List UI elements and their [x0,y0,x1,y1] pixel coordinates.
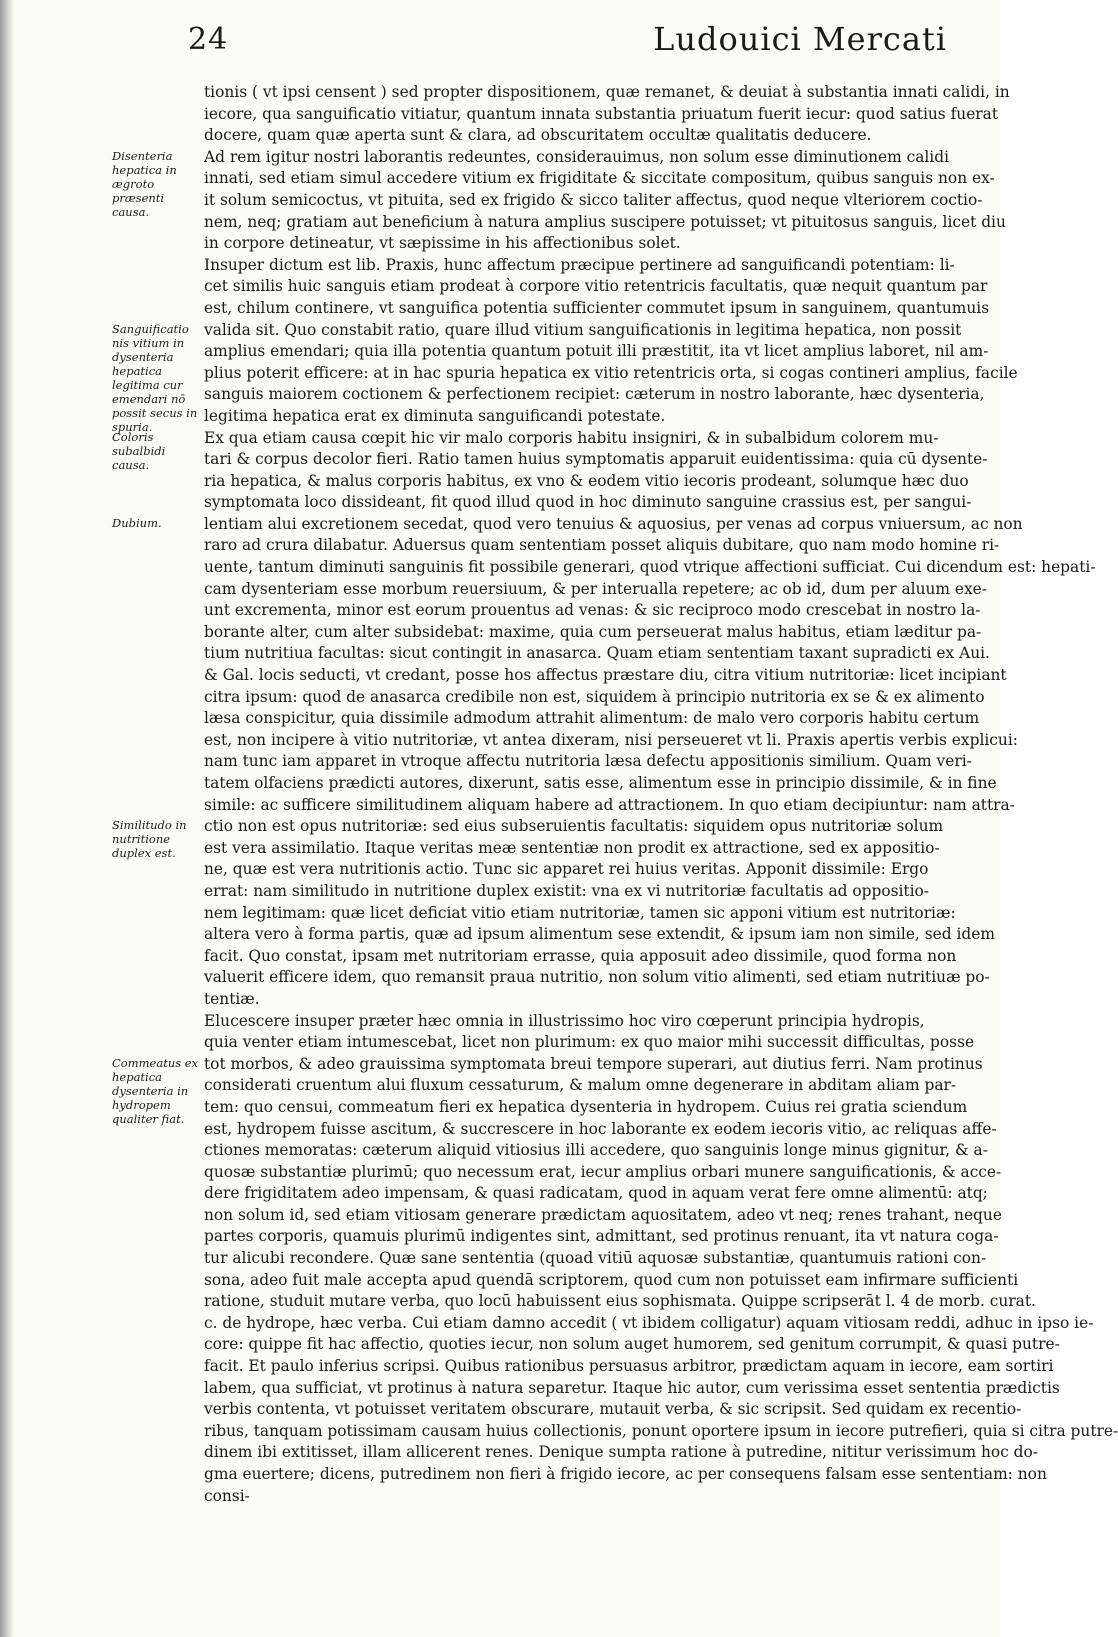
margin-note: Commeatus ex hepatica dysenteria in hydropem qualiter fiat. [112,1056,199,1126]
text-line: cet similis huic sanguis etiam prodeat à corpore vitio retentricis facultatis, quæ nequit quantum par [204,277,988,296]
text-line: ne, quæ est vera nutritionis actio. Tunc sic apparet rei huius veritas. Apponit dissimile: Ergo [204,860,929,879]
text-line: est, chilum continere, vt sanguifica potentia sufficienter commutet ipsum in sanguinem, quantumuis [204,298,990,317]
body-text [204,82,1118,1507]
text-line: citra ipsum: quod de anasarca credibile non est, siquidem à principio nutritoria ex se & ex alimento [204,687,985,706]
text-line: quia venter etiam intumescebat, licet non plurimum: ex quo maior mihi successit difficultas, posse [204,1033,975,1052]
margin-note: Similitudo in nutritione duplex est. [112,818,187,861]
text-line: non solum id, sed etiam vitiosam generare prædictam aquositatem, adeo vt neq; renes trahant, neque [204,1205,1002,1224]
running-head: Ludouici Mercati [653,20,947,58]
text-line: lentiam alui excretionem secedat, quod vero tenuius & aquosius, per venas ad corpus vniuersum, ac non [204,514,1023,533]
text-line: c. de hydrope, hæc verba. Cui etiam damno accedit ( vt ibidem colligatur) aquam vitiosam reddi, adhuc in ipso ie- [204,1313,1094,1332]
text-line: borante alter, cum alter subsidebat: maxime, quia cum perseuerat malus habitus, etiam læditur pa- [204,622,982,641]
page-header [180,18,955,70]
text-line: læsa conspicitur, quia dissimile admodum attrahit alimentum: de malo vero corporis habitu certum [204,709,980,728]
text-line: raro ad crura dilabatur. Aduersus quam sententiam posset aliquis dubitare, quo nam modo homine ri- [204,536,1000,555]
text-line: amplius emendari; quia illa potentia quantum potuit illi præstitit, ita vt licet amplius laboret, nil am- [204,342,989,361]
text-line: tot morbos, & adeo grauissima symptomata breui tempore superari, aut diutius ferri. Nam protinus [204,1054,983,1073]
text-line: in corpore detineatur, vt sæpissime in his affectionibus solet. [204,234,681,253]
text-line: uente, tantum diminuti sanguinis fit possibile generari, quod vtrique affectioni sufficiat. Cui dicendum est: hepati- [204,558,1096,577]
text-line: ratione, studuit mutare verba, quo locū habuissent eius sophismata. Quippe scripserāt l. 4 de morb. curat. [204,1292,1036,1311]
text-line: Ex qua etiam causa cœpit hic vir malo corporis habitu insigniri, & in subalbidum colorem mu- [204,428,939,447]
text-line: tari & corpus decolor fieri. Ratio tamen huius symptomatis apparuit euidentissima: quia cū dysente- [204,450,988,469]
text-line: it solum semicoctus, vt pituita, sed ex frigido & sicco taliter affectus, quod neque vlteriorem coctio- [204,190,983,209]
text-line: dere frigiditatem adeo impensam, & quasi radicatam, quod in aquam verat fere omne alimentū: atq; [204,1184,988,1203]
text-line: unt excrementa, minor est eorum prouentus ad venas: & sic reciproco modo crescebat in nostro la- [204,601,981,620]
text-line: errat: nam similitudo in nutritione duplex existit: vna ex vi nutritoriæ facultatis ad oppositio- [204,881,929,900]
text-line: labem, qua sufficiat, vt protinus à natura separetur. Itaque hic autor, cum verissima esset sententia prædictis [204,1378,1060,1397]
text-line: verbis contenta, vt potuisset veritatem obscurare, mutauit verba, & sic scripsit. Sed quidam ex recentio- [204,1400,1022,1419]
text-line: ria hepatica, & malus corporis habitus, ex vno & eodem vitio iecoris prodeant, solumque hæc duo [204,471,969,490]
text-line: quosæ substantiæ plurimū; quo necessum erat, iecur amplius orbari munere sanguificationis, & acce- [204,1162,1002,1181]
page-number: 24 [188,22,229,57]
text-line: cam dysenteriam esse morbum reuersiuum, & per interualla repetere; ac ob id, dum per aluum exe- [204,579,987,598]
text-line: symptomata loco dissideant, fit quod illud quod in hoc diminuto sanguine crassius est, per sangui- [204,493,972,512]
margin-note: Disenteria hepatica in ægroto præsenti causa. [112,148,177,219]
text-line: consi- [204,1486,250,1505]
text-line: dinem ibi extitisset, illam allicerent renes. Denique sumpta ratione à putredine, nititur verissimum hoc do- [204,1443,1038,1462]
text-line: ctio non est opus nutritoriæ: sed eius subseruientis facultatis: siquidem opus nutritoriæ solum [204,817,944,836]
text-line: & Gal. locis seducti, vt credant, posse hos affectus præstare diu, citra vitium nutritoriæ: licet incipiant [204,666,1007,685]
binding-shadow [0,0,14,1637]
text-line: tatem olfaciens prædicti autores, dixerunt, satis esse, alimentum esse in principio dissimile, & in fine [204,774,997,792]
text-line: ctiones memoratas: cæterum aliquid vitiosius illi accedere, quo sanguinis longe minus gignitur, & a- [204,1141,988,1160]
text-line: ribus, tanquam potissimam causam huius collectionis, ponunt oportere ipsum in iecore putrefieri, quia si citra putre- [204,1421,1118,1440]
text-line: facit. Quo constat, ipsam met nutritoriam errasse, quia apposuit adeo dissimile, quod forma non [204,946,957,965]
text-line: nam tunc iam apparet in vtroque affectu nutritoria læsa defectu appositionis similium. Quam veri- [204,752,972,771]
text-line: gma euertere; dicens, putredinem non fieri à frigido iecore, ac per consequens falsam esse sententiam: non [204,1465,1047,1483]
text-line: nem, neq; gratiam aut beneficium à natura amplius suscipere potuisset; vt pituitosus sanguis, licet diu [204,212,1006,231]
text-line: tium nutritiua facultas: sicut contingit in anasarca. Quam etiam sententiam taxant supradicti ex Aui. [204,644,990,663]
text-line: Insuper dictum est lib. Praxis, hunc affectum præcipue pertinere ad sanguificandi potentiam: li- [204,255,955,274]
text-line: tionis ( vt ipsi censent ) sed propter dispositionem, quæ remanet, & deuiat à substantia innati calidi, in [204,83,1010,101]
text-line: sona, adeo fuit male accepta apud quendā scriptorem, quod cum non potuisset eam infirmare sufficienti [204,1270,1019,1289]
text-line: facit. Et paulo inferius scripsi. Quibus rationibus persuasus arbitror, prædictam aquam in iecore, eam sortiri [204,1357,1054,1376]
text-line: partes corporis, quamuis plurimū indigentes sint, admittant, sed protinus renuant, ita vt natura coga- [204,1227,999,1246]
text-line: plius poterit efficere: at in hac spuria hepatica ex vitio retentricis orta, si cogas contineri amplius, facile [204,363,1018,382]
text-line: core: quippe fit hac affectio, quoties iecur, non solum auget humorem, sed genitum corrumpit, & quasi putre- [204,1335,1060,1354]
text-line: valida sit. Quo constabit ratio, quare illud vitium sanguificationis in legitima hepatica, non possit [204,320,962,339]
text-line: est, non incipere à vitio nutritoriæ, vt antea dixeram, nisi perseueret vt li. Praxis apertis verbis explicui: [204,730,1018,749]
text-line: Ad rem igitur nostri laborantis redeuntes, considerauimus, non solum esse diminutionem calidi [204,147,949,166]
text-line: innati, sed etiam simul accedere vitium ex frigiditate & siccitate compositum, quibus sanguis non ex- [204,169,995,188]
margin-note: Sanguificatio nis vitium in dysenteria hepatica legitima cur emendari nō possit secus in spuria. [112,321,198,434]
text-line: simile: ac sufficere similitudinem aliquam habere ad attractionem. In quo etiam decipiuntur: nam attra- [204,795,1015,814]
margin-note: Coloris subalbidi causa. [112,429,166,472]
text-line: altera vero à forma partis, quæ ad ipsum alimentum sese extendit, & ipsum iam non simile, sed idem [204,925,995,944]
text-line: iecore, qua sanguificatio vitiatur, quantum innata substantia priuatum fuerit iecur: quod satius fuerat [204,104,999,123]
text-line: legitima hepatica erat ex diminuta sanguificandi potestate. [204,406,666,425]
text-line: tem: quo censui, commeatum fieri ex hepatica dysenteria in hydropem. Cuius rei gratia sciendum [204,1097,968,1116]
text-line: Elucescere insuper præter hæc omnia in illustrissimo hoc viro cœperunt principia hydropis, [204,1011,925,1030]
text-line: tur alicubi recondere. Quæ sane sententia (quoad vitiū aquosæ substantiæ, quantumuis rationi con- [204,1249,987,1268]
text-line: est, hydropem fuisse ascitum, & succrescere in hoc laborante ex eodem iecoris vitio, ac reliquas affe- [204,1119,997,1138]
text-line: nem legitimam: quæ licet deficiat vitio etiam nutritoriæ, tamen sic apponi vitium est nutritoriæ: [204,903,956,922]
text-line: tentiæ. [204,989,260,1008]
text-line: valuerit efficere idem, quo remansit praua nutritio, non solum vitio alimenti, sed etiam nutritiuæ po- [204,968,990,987]
text-line: est vera assimilatio. Itaque veritas meæ sententiæ non prodit ex attractione, sed ex appositio- [204,838,940,857]
text-line: sanguis maiorem coctionem & perfectionem recipiet: cæterum in nostro laborante, hæc dysenteria, [204,385,985,404]
text-line: considerati cruentum alui fluxum cessaturum, & malum omne degenerare in abditam aliam par- [204,1076,957,1095]
text-line: docere, quam quæ aperta sunt & clara, ad obscuritatem occultæ qualitatis deducere. [204,126,872,145]
margin-note: Dubium. [112,516,162,530]
